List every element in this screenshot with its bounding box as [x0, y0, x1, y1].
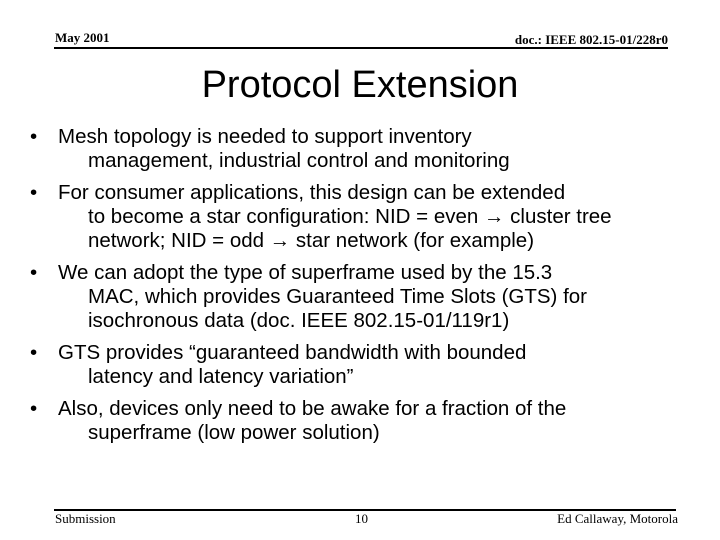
bullet-icon: •: [30, 125, 38, 148]
bullet-text-line: We can adopt the type of superframe used by the 15.3: [58, 261, 553, 284]
bullet-text-line: Mesh topology is needed to support inventory: [58, 125, 472, 148]
bullet-item: [30, 397, 710, 445]
header-divider: [54, 47, 668, 49]
bullet-list: [30, 125, 710, 453]
bullet-item: [30, 181, 710, 253]
bullet-item: [30, 261, 710, 333]
bullet-text-line: For consumer applications, this design can be extended: [58, 181, 566, 204]
bullet-text-line: GTS provides “guaranteed bandwidth with bounded: [58, 341, 527, 364]
bullet-icon: •: [30, 341, 38, 364]
bullet-icon: •: [30, 261, 38, 284]
footer-submission: Submission: [55, 511, 116, 526]
footer-author: Ed Callaway, Motorola: [557, 511, 678, 526]
bullet-icon: •: [30, 397, 38, 420]
bullet-text-line: Also, devices only need to be awake for a fraction of the: [58, 397, 567, 420]
bullet-text-line: superframe (low power solution): [88, 421, 380, 444]
footer-page-number: 10: [355, 511, 368, 526]
bullet-text-line: isochronous data (doc. IEEE 802.15-01/119r1): [88, 309, 510, 332]
bullet-text-line: management, industrial control and monitoring: [88, 149, 510, 172]
bullet-text-line: to become a star configuration: NID = even → cluster tree: [88, 205, 612, 228]
bullet-item: [30, 125, 710, 173]
bullet-icon: •: [30, 181, 38, 204]
bullet-item: [30, 341, 710, 389]
bullet-text-line: MAC, which provides Guaranteed Time Slots (GTS) for: [88, 285, 588, 308]
slide-title: Protocol Extension: [201, 64, 519, 106]
bullet-text-line: latency and latency variation”: [88, 365, 354, 388]
header-doc-id: doc.: IEEE 802.15-01/228r0: [514, 32, 668, 47]
header-date: May 2001: [55, 30, 110, 45]
bullet-text-line: network; NID = odd → star network (for example): [88, 229, 535, 252]
